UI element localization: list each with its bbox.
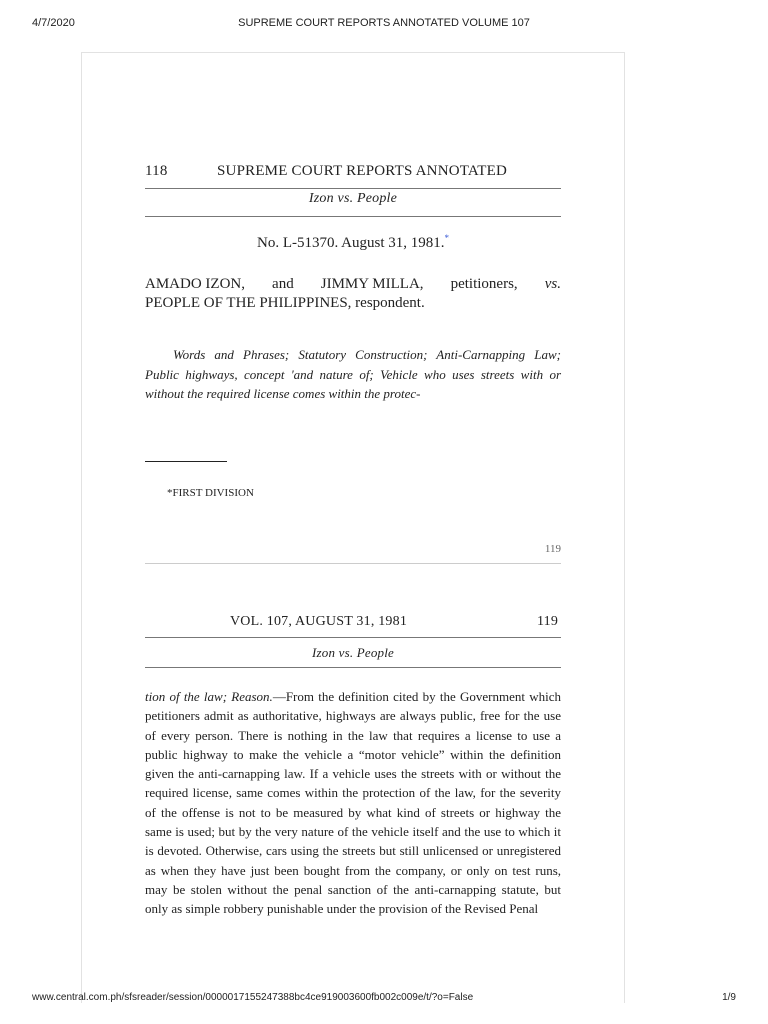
petitioners-label: petitioners, bbox=[450, 276, 518, 292]
parties-line-1 bbox=[145, 275, 561, 294]
page-number: 118 bbox=[145, 163, 168, 179]
syllabus: Words and Phrases; Statutory Construction; Anti-Carnapping Law; Public highways, concept 'and nature of; Vehicle who uses streets with or without the required license comes within the protec- bbox=[145, 347, 561, 401]
page-separator bbox=[145, 563, 561, 564]
footnote-link[interactable]: * bbox=[444, 233, 449, 243]
case-short-title-2: Izon vs. People bbox=[311, 645, 395, 660]
case-number-text: No. L-51370. August 31, 1981. bbox=[257, 235, 445, 251]
parties-line-2: PEOPLE OF THE PHILIPPINES, respondent. bbox=[145, 295, 425, 311]
parties bbox=[145, 275, 561, 313]
print-footer bbox=[0, 990, 768, 1024]
header-rule-2 bbox=[145, 637, 561, 638]
page-number-marker: 119 bbox=[544, 543, 561, 555]
print-title: SUPREME COURT REPORTS ANNOTATED VOLUME 107 bbox=[238, 17, 530, 29]
body-paragraph bbox=[145, 687, 561, 919]
header-rule bbox=[145, 188, 561, 189]
running-head-2: VOL. 107, AUGUST 31, 1981 bbox=[230, 614, 408, 629]
petitioner-1: AMADO IZON, bbox=[145, 276, 245, 292]
case-short-title: Izon vs. People bbox=[308, 191, 398, 206]
conjunction: and bbox=[272, 276, 294, 292]
versus: vs. bbox=[544, 276, 561, 292]
subheader-rule-2 bbox=[145, 667, 561, 668]
print-url: www.central.com.ph/sfsreader/session/0000017155247388bc4ce919003600fb002c009e/t/?o=False bbox=[32, 992, 474, 1003]
running-head: SUPREME COURT REPORTS ANNOTATED bbox=[217, 163, 508, 179]
print-page-count: 1/9 bbox=[722, 992, 736, 1003]
document-page bbox=[81, 52, 625, 1003]
footnote-rule bbox=[145, 461, 227, 462]
case-number bbox=[145, 233, 561, 252]
page-number-2: 119 bbox=[537, 614, 559, 629]
footnote: *FIRST DIVISION bbox=[167, 487, 254, 499]
print-header bbox=[0, 0, 768, 40]
body-text: —From the definition cited by the Government which petitioners admit as authoritative, highways are always public, free for the use of every person. There is nothing in the law that requires a license to use a public highway to make the vehicle a “motor vehicle” within the definition given the anti-carnapping law. If a vehicle uses the streets with or without the required license, same comes within the protection of the law, for the severity of the offense is not to be measured by what kind of streets or highway the same is used; but by the very nature of the vehicle itself and the use to which it is devoted. Otherwise, cars using the streets but still unlicensed or unregistered as when they have just been bought from the company, or only on test runs, may be stolen without the penal sanction of the anti-carnapping statute, but only as simple robbery punishable under the provision of the Revised Penal bbox=[145, 689, 561, 917]
body-lead: tion of the law; Reason. bbox=[145, 689, 273, 704]
subheader-rule bbox=[145, 216, 561, 217]
print-date: 4/7/2020 bbox=[32, 17, 75, 29]
petitioner-2: JIMMY MILLA, bbox=[320, 276, 424, 292]
